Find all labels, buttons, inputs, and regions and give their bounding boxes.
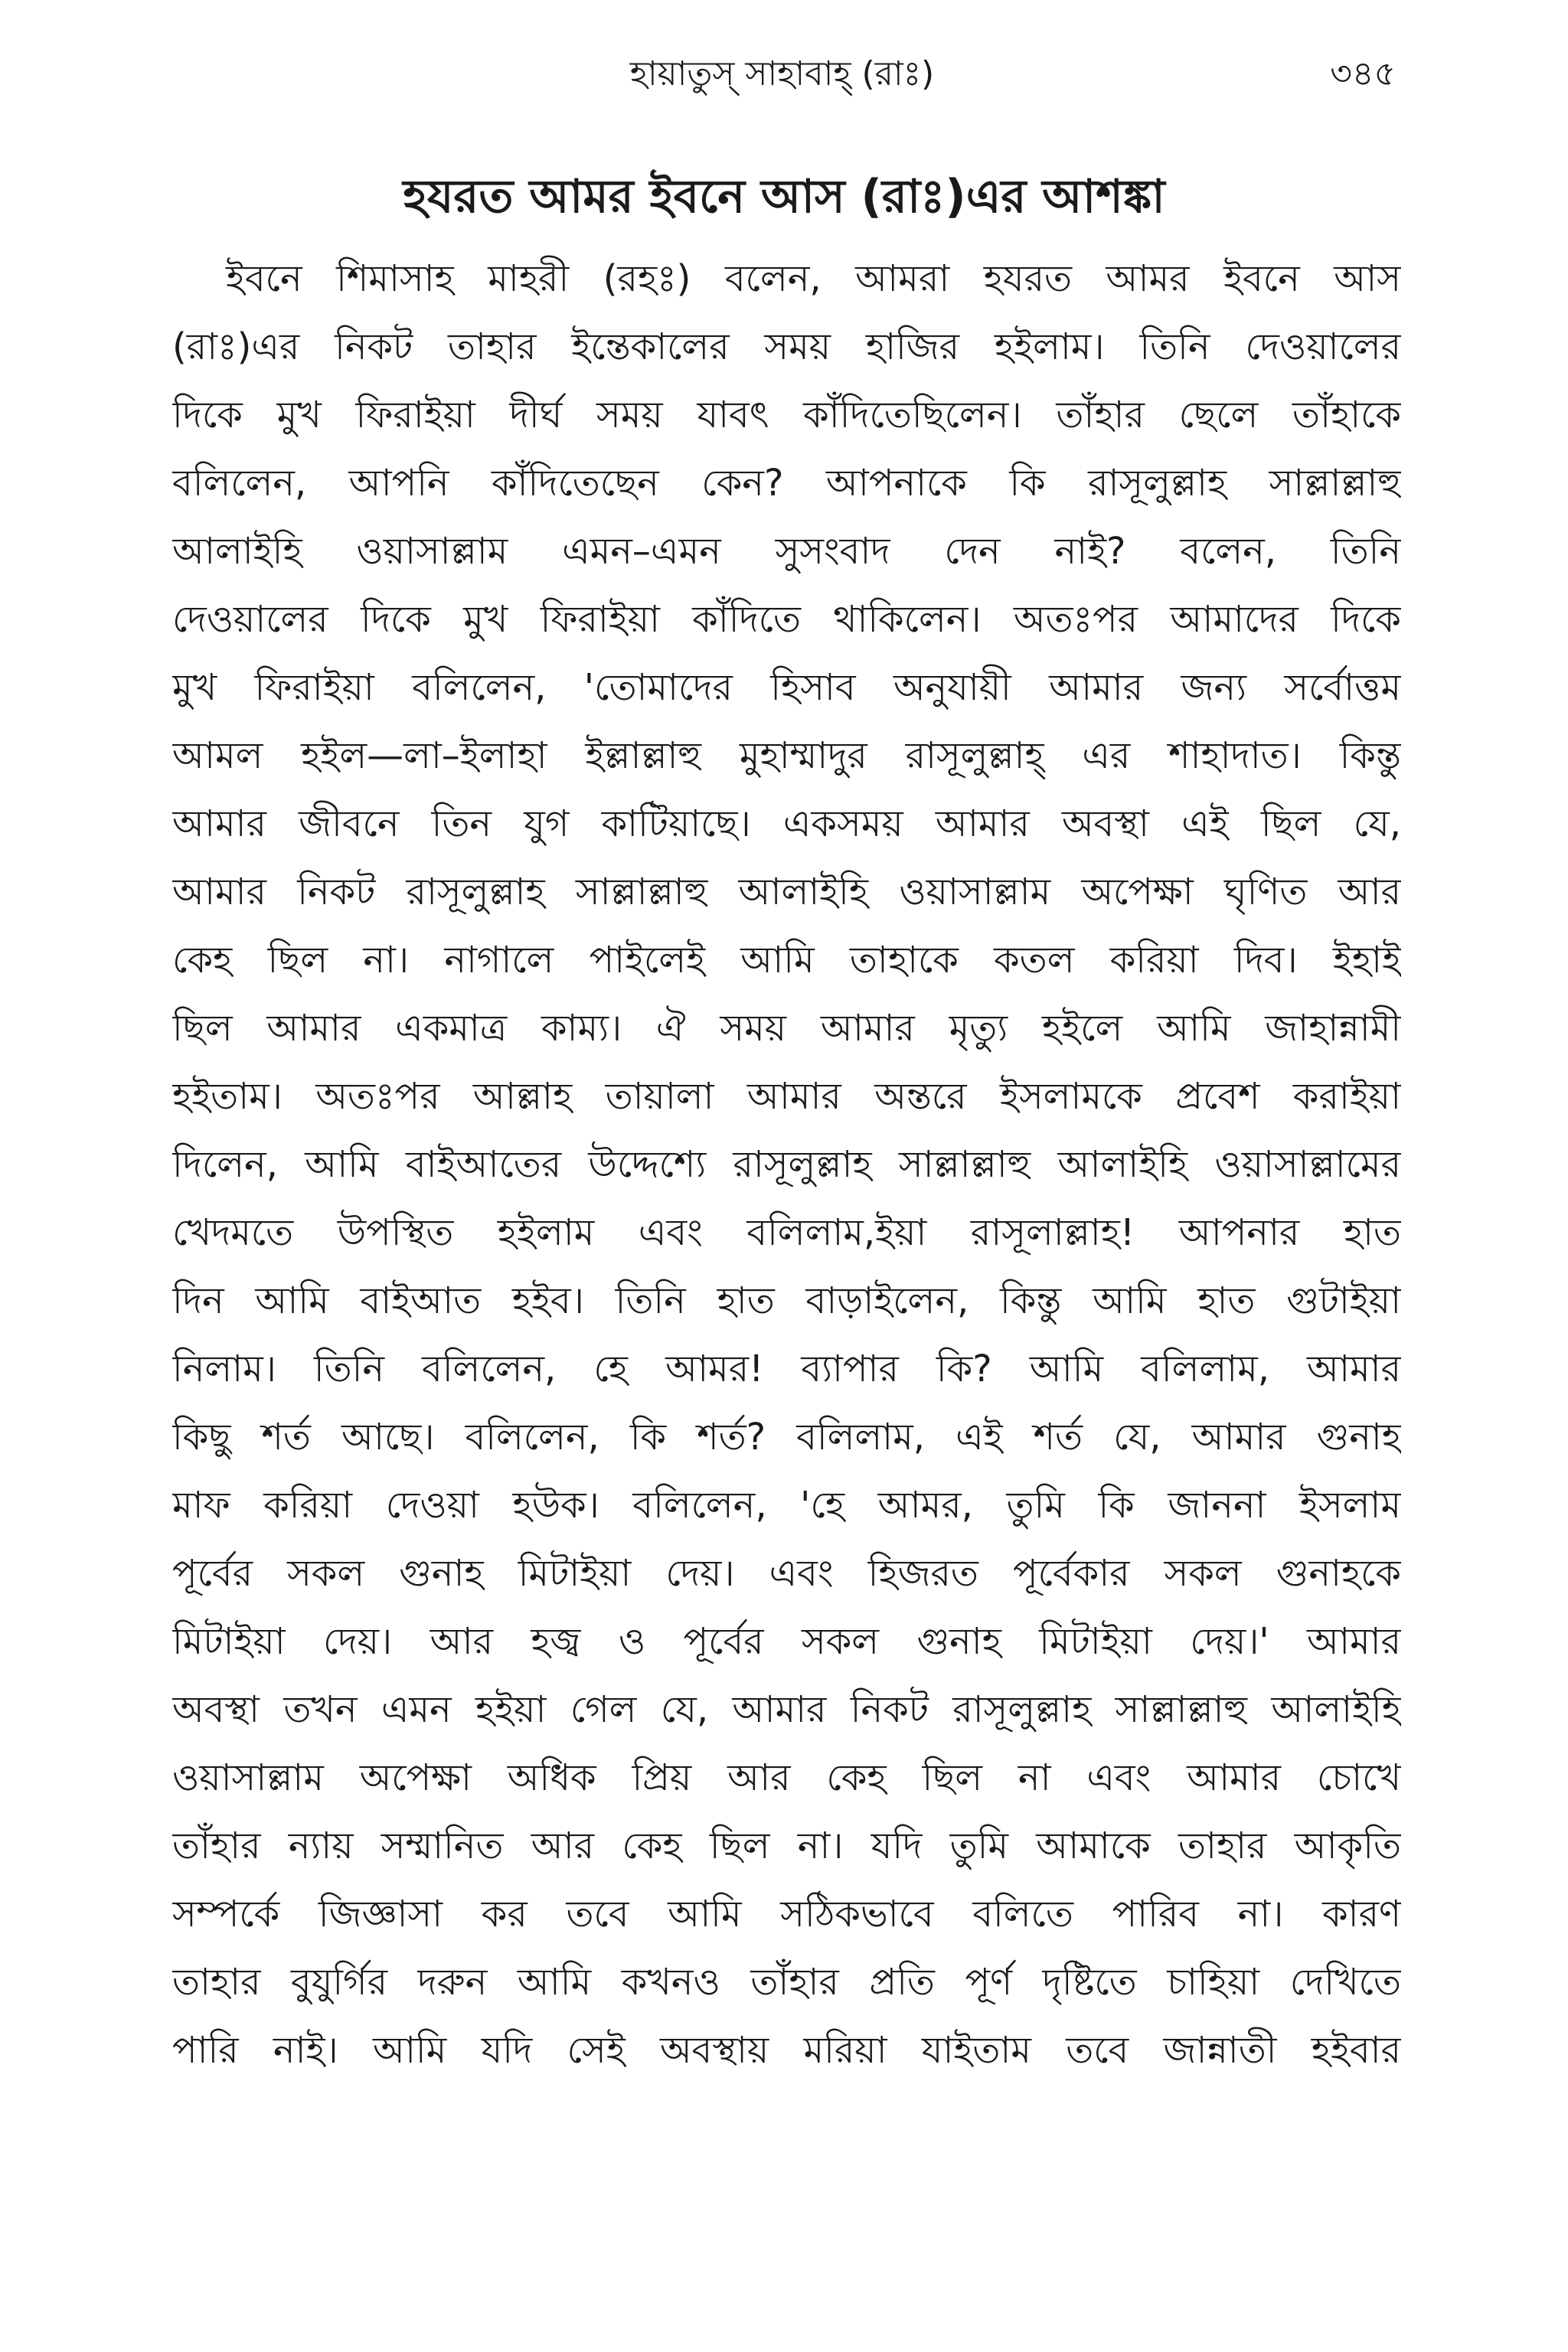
text-line: হইতাম। অতঃপর আল্লাহ তায়ালা আমার অন্তরে ইসলামকে প্রবেশ করাইয়া — [172, 1075, 1401, 1118]
text-line: মুখ ফিরাইয়া বলিলেন, 'তোমাদের হিসাব অনুযায়ী আমার জন্য সর্বোত্তম — [172, 666, 1401, 709]
text-line: ওয়াসাল্লাম অপেক্ষা অধিক প্রিয় আর কেহ ছিল না এবং আমার চোখে — [172, 1756, 1401, 1799]
text-line: তাঁহার ন্যায় সম্মানিত আর কেহ ছিল না। যদি তুমি আমাকে তাহার আকৃতি — [172, 1824, 1401, 1867]
text-line: বলিলেন, আপনি কাঁদিতেছেন কেন? আপনাকে কি রাসূলুল্লাহ সাল্লাল্লাহু — [172, 462, 1401, 505]
text-line: দেওয়ালের দিকে মুখ ফিরাইয়া কাঁদিতে থাকিলেন। অতঃপর আমাদের দিকে — [172, 598, 1401, 641]
text-line: দিন আমি বাইআত হইব। তিনি হাত বাড়াইলেন, কিন্তু আমি হাত গুটাইয়া — [172, 1279, 1401, 1322]
body-paragraph — [172, 245, 1401, 2085]
text-line: মাফ করিয়া দেওয়া হউক। বলিলেন, 'হে আমর, তুমি কি জাননা ইসলাম — [172, 1484, 1401, 1527]
text-line: অবস্থা তখন এমন হইয়া গেল যে, আমার নিকট রাসূলুল্লাহ সাল্লাল্লাহু আলাইহি — [172, 1688, 1401, 1731]
text-line: কেহ ছিল না। নাগালে পাইলেই আমি তাহাকে কতল করিয়া দিব। ইহাই — [172, 939, 1401, 982]
text-line: নিলাম। তিনি বলিলেন, হে আমর! ব্যাপার কি? আমি বলিলাম, আমার — [172, 1348, 1401, 1390]
text-line: আলাইহি ওয়াসাল্লাম এমন–এমন সুসংবাদ দেন নাই? বলেন, তিনি — [172, 530, 1401, 573]
text-line: কিছু শর্ত আছে। বলিলেন, কি শর্ত? বলিলাম, এই শর্ত যে, আমার গুনাহ — [172, 1416, 1401, 1459]
text-line: দিকে মুখ ফিরাইয়া দীর্ঘ সময় যাবৎ কাঁদিতেছিলেন। তাঁহার ছেলে তাঁহাকে — [172, 394, 1401, 436]
text-line: খেদমতে উপস্থিত হইলাম এবং বলিলাম,ইয়া রাসূলাল্লাহ! আপনার হাত — [172, 1211, 1401, 1254]
running-title: হায়াতুস্ সাহাবাহ্ (রাঃ) — [629, 54, 935, 93]
text-line: পূর্বের সকল গুনাহ মিটাইয়া দেয়। এবং হিজরত পূর্বেকার সকল গুনাহকে — [172, 1552, 1401, 1595]
text-line: ছিল আমার একমাত্র কাম্য। ঐ সময় আমার মৃত্যু হইলে আমি জাহান্নামী — [172, 1007, 1401, 1050]
text-line: ইবনে শিমাসাহ মাহরী (রহঃ) বলেন, আমরা হযরত আমর ইবনে আস — [226, 257, 1401, 300]
text-line: তাহার বুযুর্গির দরুন আমি কখনও তাঁহার প্রতি পূর্ণ দৃষ্টিতে চাহিয়া দেখিতে — [172, 1961, 1401, 2004]
text-line: আমার নিকট রাসূলুল্লাহ সাল্লাল্লাহু আলাইহি ওয়াসাল্লাম অপেক্ষা ঘৃণিত আর — [172, 871, 1401, 913]
page-number: ৩৪৫ — [1330, 54, 1396, 93]
text-line: দিলেন, আমি বাইআতের উদ্দেশ্যে রাসূলুল্লাহ সাল্লাল্লাহু আলাইহি ওয়াসাল্লামের — [172, 1143, 1401, 1186]
text-line: (রাঃ)এর নিকট তাহার ইন্তেকালের সময় হাজির হইলাম। তিনি দেওয়ালের — [172, 325, 1401, 368]
chapter-heading: হযরত আমর ইবনে আস (রাঃ)এর আশঙ্কা — [403, 170, 1165, 224]
text-line: মিটাইয়া দেয়। আর হজ্ব ও পূর্বের সকল গুনাহ মিটাইয়া দেয়।' আমার — [172, 1620, 1401, 1663]
text-line: সম্পর্কে জিজ্ঞাসা কর তবে আমি সঠিকভাবে বলিতে পারিব না। কারণ — [172, 1893, 1401, 1936]
text-line: আমার জীবনে তিন যুগ কাটিয়াছে। একসময় আমার অবস্থা এই ছিল যে, — [172, 802, 1401, 845]
text-line: পারি নাই। আমি যদি সেই অবস্থায় মরিয়া যাইতাম তবে জান্নাতী হইবার — [172, 2029, 1401, 2072]
running-header — [168, 47, 1396, 101]
text-line: আমল হইল—লা–ইলাহা ইল্লাল্লাহু মুহাম্মাদুর রাসূলুল্লাহ্ এর শাহাদাত। কিন্তু — [172, 734, 1401, 777]
